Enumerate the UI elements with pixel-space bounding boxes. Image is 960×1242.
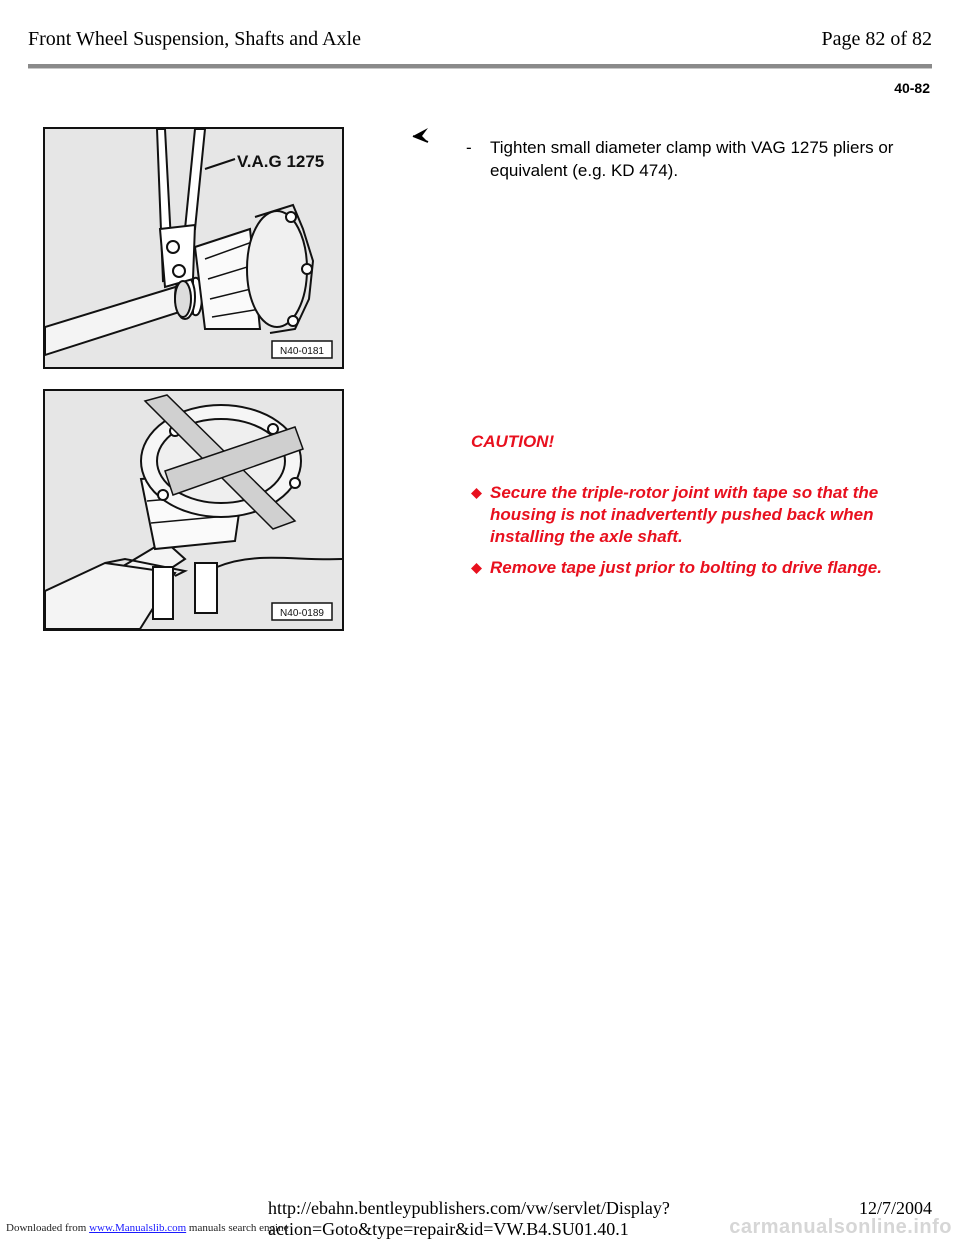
- diamond-bullet-icon: [471, 563, 482, 574]
- step-dash: -: [466, 138, 472, 157]
- diamond-bullet-icon: [471, 488, 482, 499]
- caution-bullet: [471, 557, 911, 579]
- downloaded-from-note: [6, 1222, 288, 1234]
- caution-bullet: [471, 482, 911, 548]
- caution-bullet-text: Secure the triple-rotor joint with tape so that the housing is not inadvertently pushed back when installing the axle shaft.: [490, 483, 879, 546]
- caution-title: CAUTION!: [471, 432, 555, 451]
- arrow-left-icon: [412, 126, 430, 144]
- figure-tool-label: V.A.G 1275: [237, 152, 325, 171]
- instruction-step: [466, 136, 906, 182]
- page-indicator: Page 82 of 82: [821, 28, 932, 50]
- print-date: 12/7/2004: [858, 1198, 932, 1218]
- watermark: carmanualsonline.info: [729, 1216, 952, 1238]
- section-number: 40-82: [894, 80, 930, 96]
- figure-pliers-clamp: [43, 127, 344, 369]
- step-text: Tighten small diameter clamp with VAG 1275 pliers or equivalent (e.g. KD 474).: [490, 138, 894, 180]
- source-url: http://ebahn.bentleypublishers.com/vw/servlet/Display?action=Goto&type=repair&id=VW.B4.SU01.40.1: [268, 1198, 670, 1239]
- figure-code: N40-0181: [280, 346, 324, 357]
- header-rule: [28, 64, 932, 69]
- manualslib-link[interactable]: www.Manualslib.com: [89, 1222, 187, 1234]
- figure-taped-joint: [43, 389, 344, 631]
- downloaded-suffix: manuals search engine: [188, 1222, 289, 1234]
- document-title: Front Wheel Suspension, Shafts and Axle: [28, 28, 361, 50]
- caution-bullet-text: Remove tape just prior to bolting to drive flange.: [490, 558, 882, 577]
- downloaded-prefix: Downloaded from: [6, 1222, 87, 1234]
- figure-code: N40-0189: [280, 608, 324, 619]
